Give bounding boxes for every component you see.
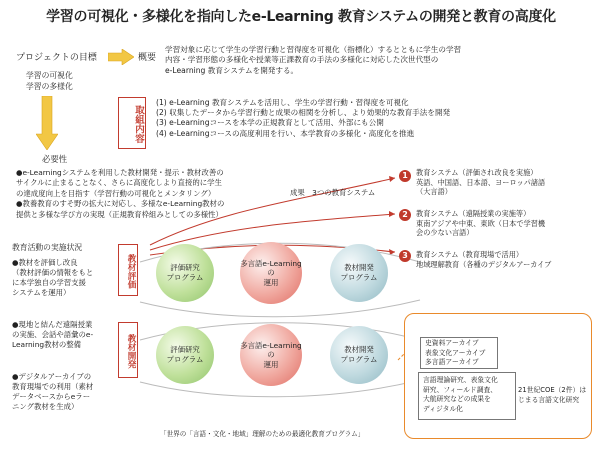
results-label: 成果 3つの教育システム — [290, 188, 376, 197]
sphere-evaluation: 評価研究 プログラム — [156, 326, 214, 384]
sphere-multilingual: 多言語e-Learningの 運用 — [240, 242, 302, 304]
sphere-evaluation: 評価研究 プログラム — [156, 244, 214, 302]
activity-item — [12, 258, 93, 298]
archive-box-research — [418, 372, 516, 420]
torikumi-item: (1) e-Learning 教育システムを活用し、学生の学習行動・習得度を可視化 — [156, 98, 409, 107]
torikumi-box: 取組内容 — [118, 97, 146, 149]
arrowhead — [389, 176, 395, 182]
need-line: 提供と多様な学び方の実現（正規教育枠組みとしての多様性） — [16, 209, 223, 219]
system-line: 教育システム（遠隔授業の実施等） — [416, 209, 531, 218]
system-line: 英語、中国語、日本語、ヨーロッパ諸語 — [416, 177, 546, 187]
system-item — [416, 209, 545, 238]
activity-line: 教育現場での利用（素材 — [12, 382, 94, 391]
overview-label: 概要 — [138, 53, 157, 63]
page-title: 学習の可視化・多様化を指向したe-Learning 教育システムの開発と教育の高度化 — [46, 9, 556, 25]
activity-line: ●現地と結んだ遠隔授業 — [12, 320, 93, 329]
system-item — [416, 168, 545, 197]
activity-line: Learning教材の整備 — [12, 340, 82, 349]
system-line: 教育システム（評価され改良を実施） — [416, 168, 538, 177]
archive-coe-text — [518, 386, 586, 405]
archive-line: ディジタル化 — [423, 404, 463, 413]
caption: 「世界の「言語・文化・地域」理解のための最適化教育プログラム」 — [160, 430, 365, 438]
sphere-multilingual: 多言語e-Learningの 運用 — [240, 324, 302, 386]
row2-box-label: 教材開発 — [118, 322, 138, 378]
goal-item: 学習の可視化 — [26, 71, 73, 80]
activity-line: システムを運用） — [12, 288, 71, 297]
row1-box-label: 教材評価 — [118, 244, 138, 296]
system-line: 教育システム（教育現場で活用） — [416, 250, 524, 259]
activity-line: ニング教材を生成） — [12, 402, 79, 411]
need-line: サイクルに止まることなく、さらに高度化しより直接的に学生 — [16, 178, 222, 188]
archive-line: 大航研究などの成果を — [423, 395, 491, 404]
archive-box-list — [420, 337, 498, 369]
archive-line: じまる言語文化研究 — [518, 395, 580, 404]
system-number-badge: 2 — [399, 209, 411, 221]
system-line: 地域理解教育（各種のデジタルアーカイブ — [416, 259, 552, 269]
activity-line: データベースからeラー — [12, 392, 91, 401]
overview-line: 学習対象に応じて学生の学習行動と習得度を可視化（指標化）するとともに学生の学習 — [165, 45, 462, 54]
activity-line: の実施、会話や語彙のe- — [12, 330, 94, 339]
activity-item — [12, 372, 93, 412]
activity-line: （教材評価の情報をもと — [12, 268, 94, 277]
archive-line: 21世紀COE（2件）は — [518, 386, 587, 394]
overview-line: e-Learning 教育システムを開発する。 — [165, 65, 299, 75]
archive-line: 史資料アーカイブ — [425, 339, 479, 347]
sphere-development: 教材開発 プログラム — [330, 244, 388, 302]
activities-label: 教育活動の実施状況 — [12, 243, 83, 252]
system-number-badge: 3 — [399, 250, 411, 262]
need-line: ●e-Learningシステムを利用した教材開発・提示・教材改善の — [16, 168, 224, 177]
activity-line: ●教材を評価し改良 — [12, 258, 78, 267]
system-item — [416, 250, 551, 269]
archive-line: 言語理論研究、表象文化 — [423, 376, 498, 384]
activity-item — [12, 320, 93, 350]
torikumi-item: (2) 収集したデータから学習行動と成果の相関を分析し、より効果的な教育手法を開発 — [156, 108, 451, 118]
need-line: ●教養教育のすそ野の拡大に対応し、多様なe-Learning教材の — [16, 199, 225, 209]
need-line: の達成度向上を目指す（学習行動の可視化とメンタリング） — [16, 188, 216, 198]
archive-line: 表象文化アーカイブ — [425, 348, 486, 357]
activity-line: ●デジタルアーカイブの — [12, 372, 92, 381]
system-number-badge: 1 — [399, 170, 411, 182]
system-line: （大言語） — [416, 187, 452, 197]
torikumi-item: (4) e-Learningコースの高度利用を行い、本学教育の多様化・高度化を推進 — [156, 128, 415, 138]
goal-label: プロジェクトの目標 — [16, 53, 97, 63]
archive-line: 多言語アーカイブ — [425, 358, 479, 367]
need-label: 必要性 — [42, 154, 68, 164]
activity-line: に本学独自の学習支援 — [12, 278, 86, 287]
archive-line: 研究、フィールド調査、 — [423, 385, 498, 394]
torikumi-item: (3) e-Learningコースを本学の正規教育として活用、外部にも公開 — [156, 118, 384, 128]
goal-item: 学習の多様化 — [26, 82, 73, 91]
overview-line: 内容・学習形態の多様化や授業等正課教育の手法の多様化に対応した次世代型の — [165, 55, 439, 65]
system-line: 東南アジアや中東、東欧（日本で学習機 — [416, 218, 546, 228]
arrowhead — [389, 211, 395, 217]
system-line: 会の少ない言語） — [416, 228, 474, 238]
sphere-development: 教材開発 プログラム — [330, 326, 388, 384]
